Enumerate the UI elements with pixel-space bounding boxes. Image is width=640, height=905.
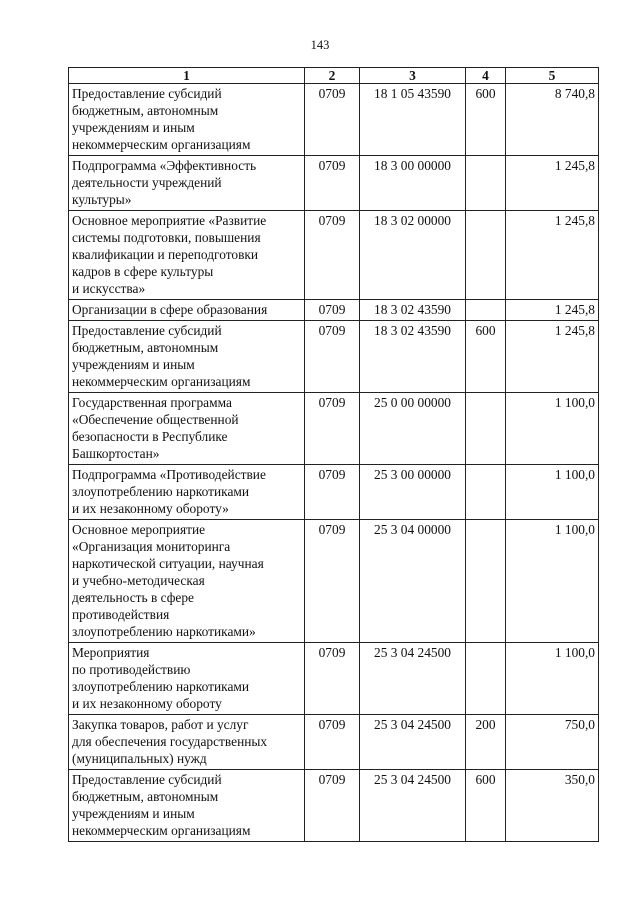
row-name: Основное мероприятие «Развитие системы подготовки, повышения квалификации и переподготовки кадров в сфере культуры и искусства» xyxy=(69,211,305,300)
row-expense-type xyxy=(466,393,506,465)
row-target: 25 3 04 00000 xyxy=(360,520,466,643)
table-row xyxy=(69,211,599,300)
budget-table xyxy=(68,67,599,842)
row-amount: 1 100,0 xyxy=(506,393,599,465)
row-amount: 1 245,8 xyxy=(506,300,599,321)
row-section: 0709 xyxy=(305,393,360,465)
row-target: 25 3 04 24500 xyxy=(360,715,466,770)
table-row xyxy=(69,770,599,842)
row-target: 18 3 02 00000 xyxy=(360,211,466,300)
table-row xyxy=(69,465,599,520)
row-name: Государственная программа «Обеспечение общественной безопасности в Республике Башкортостан» xyxy=(69,393,305,465)
row-target: 18 3 02 43590 xyxy=(360,300,466,321)
row-target: 25 3 00 00000 xyxy=(360,465,466,520)
table-row xyxy=(69,84,599,156)
row-name: Мероприятия по противодействию злоупотреблению наркотиками и их незаконному обороту xyxy=(69,643,305,715)
table-row xyxy=(69,643,599,715)
row-expense-type xyxy=(466,520,506,643)
table-header-row xyxy=(69,68,599,84)
row-section: 0709 xyxy=(305,321,360,393)
row-expense-type xyxy=(466,211,506,300)
row-expense-type: 600 xyxy=(466,84,506,156)
page-number: 143 xyxy=(310,38,330,52)
row-section: 0709 xyxy=(305,300,360,321)
row-expense-type xyxy=(466,300,506,321)
table-row xyxy=(69,321,599,393)
row-section: 0709 xyxy=(305,465,360,520)
row-name: Организации в сфере образования xyxy=(69,300,305,321)
row-expense-type: 200 xyxy=(466,715,506,770)
row-target: 25 0 00 00000 xyxy=(360,393,466,465)
row-amount: 350,0 xyxy=(506,770,599,842)
column-header-section: 2 xyxy=(305,68,360,84)
row-section: 0709 xyxy=(305,715,360,770)
row-amount: 8 740,8 xyxy=(506,84,599,156)
row-name: Основное мероприятие «Организация мониторинга наркотической ситуации, научная и учебно-методическая деятельность в сфере противодействия злоупотреблению наркотиками» xyxy=(69,520,305,643)
row-name: Предоставление субсидий бюджетным, автономным учреждениям и иным некоммерческим организациям xyxy=(69,84,305,156)
row-amount: 1 245,8 xyxy=(506,211,599,300)
row-expense-type: 600 xyxy=(466,770,506,842)
row-name: Закупка товаров, работ и услуг для обеспечения государственных (муниципальных) нужд xyxy=(69,715,305,770)
column-header-name: 1 xyxy=(69,68,305,84)
row-section: 0709 xyxy=(305,211,360,300)
row-amount: 1 245,8 xyxy=(506,321,599,393)
table-row xyxy=(69,393,599,465)
row-expense-type: 600 xyxy=(466,321,506,393)
row-section: 0709 xyxy=(305,156,360,211)
row-target: 18 3 02 43590 xyxy=(360,321,466,393)
row-amount: 1 100,0 xyxy=(506,465,599,520)
row-amount: 1 100,0 xyxy=(506,520,599,643)
column-header-expense-type: 4 xyxy=(466,68,506,84)
table-row xyxy=(69,300,599,321)
row-section: 0709 xyxy=(305,520,360,643)
row-target: 25 3 04 24500 xyxy=(360,770,466,842)
row-target: 18 3 00 00000 xyxy=(360,156,466,211)
row-section: 0709 xyxy=(305,770,360,842)
row-name: Предоставление субсидий бюджетным, автономным учреждениям и иным некоммерческим организациям xyxy=(69,321,305,393)
column-header-target: 3 xyxy=(360,68,466,84)
row-expense-type xyxy=(466,643,506,715)
table-row xyxy=(69,156,599,211)
column-header-amount: 5 xyxy=(506,68,599,84)
row-name: Подпрограмма «Противодействие злоупотреблению наркотиками и их незаконному обороту» xyxy=(69,465,305,520)
row-amount: 1 100,0 xyxy=(506,643,599,715)
table-row xyxy=(69,520,599,643)
row-amount: 1 245,8 xyxy=(506,156,599,211)
row-target: 18 1 05 43590 xyxy=(360,84,466,156)
row-target: 25 3 04 24500 xyxy=(360,643,466,715)
row-amount: 750,0 xyxy=(506,715,599,770)
row-expense-type xyxy=(466,465,506,520)
row-name: Подпрограмма «Эффективность деятельности учреждений культуры» xyxy=(69,156,305,211)
row-name: Предоставление субсидий бюджетным, автономным учреждениям и иным некоммерческим организациям xyxy=(69,770,305,842)
row-expense-type xyxy=(466,156,506,211)
row-section: 0709 xyxy=(305,84,360,156)
table-row xyxy=(69,715,599,770)
row-section: 0709 xyxy=(305,643,360,715)
